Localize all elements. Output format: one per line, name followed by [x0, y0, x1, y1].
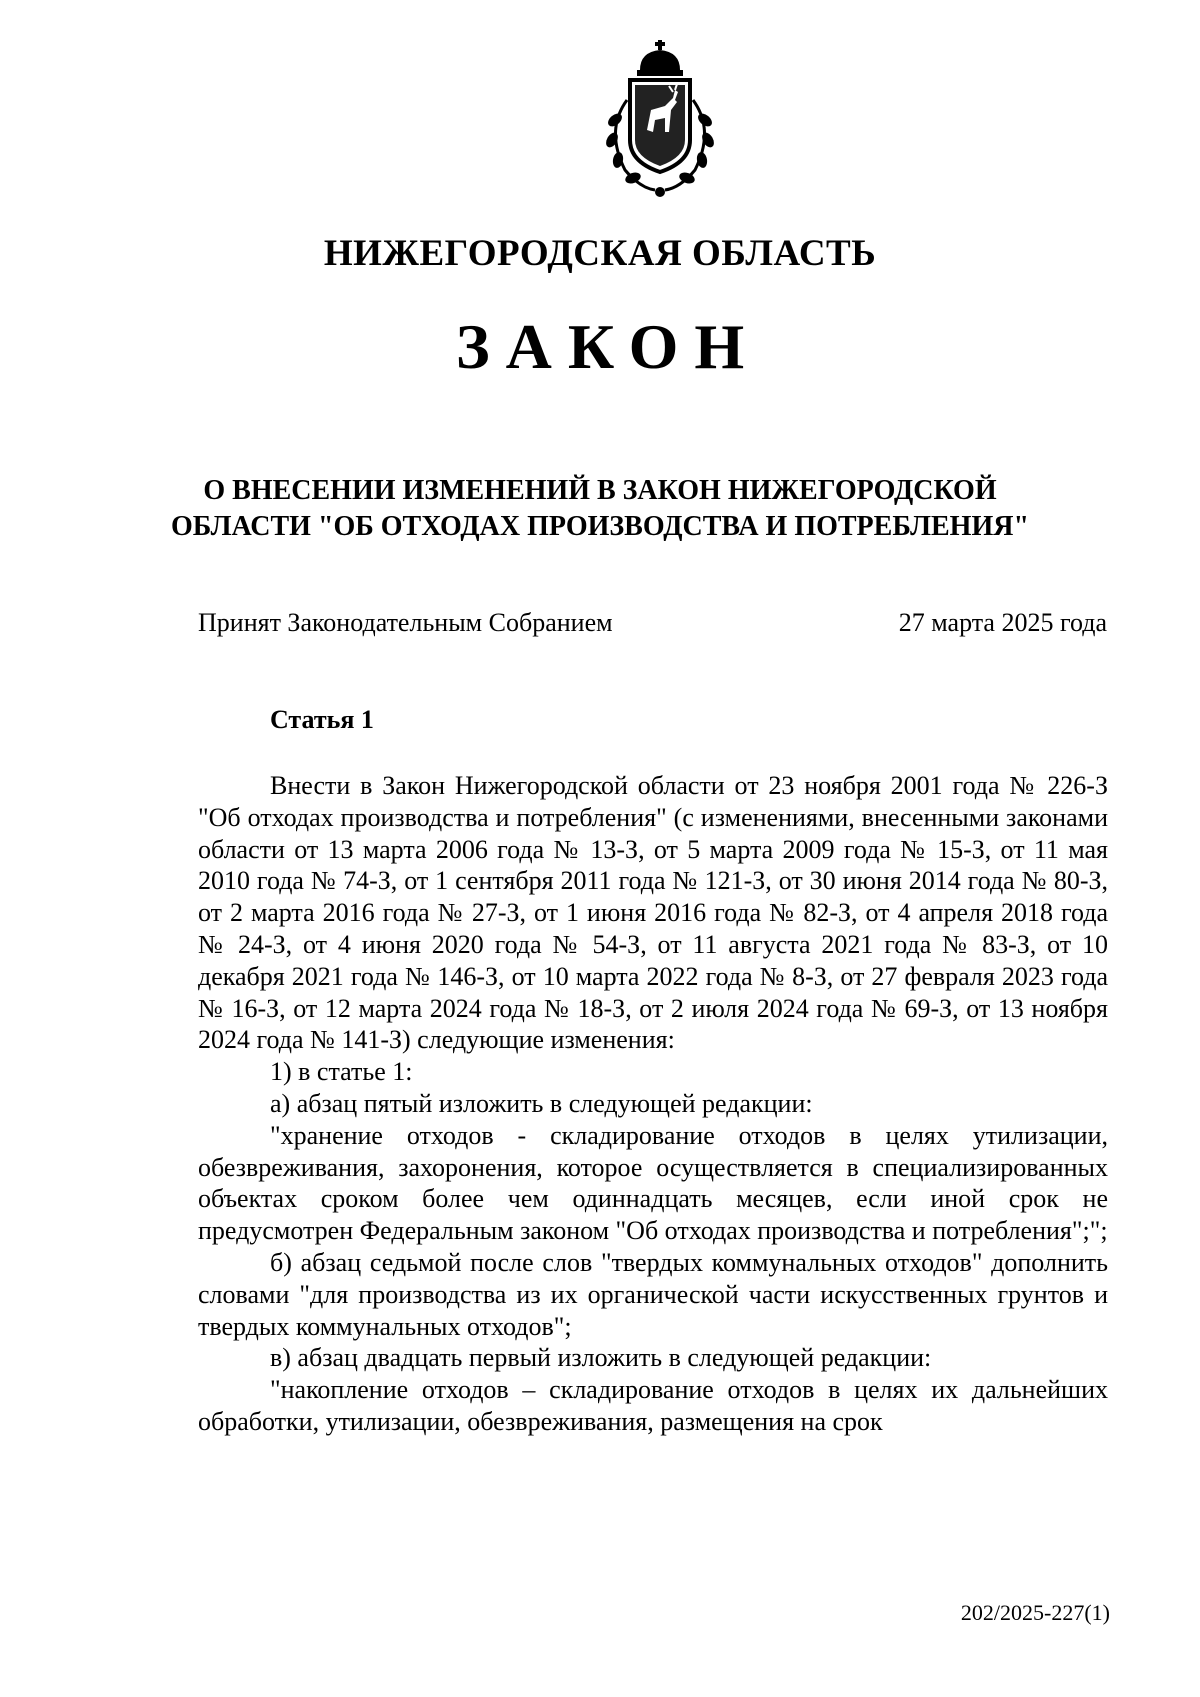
- adopted-by: Принят Законодательным Собранием: [198, 608, 613, 637]
- paragraph: Внести в Закон Нижегородской области от 23 ноября 2001 года № 226-З "Об отходах производства и потребления" (с изменениями, внесенными законами области от 13 марта 2006 года № 13-З, от 5 марта 2009 года № 15-З, от 11 мая 2010 года № 74-З, от 1 сентября 2011 года № 121-З, от 30 июня 2014 года № 80-З, от 2 марта 2016 года № 27-З, от 1 июня 2016 года № 82-З, от 4 апреля 2018 года № 24-З, от 4 июня 2020 года № 54-З, от 11 августа 2021 года № 83-З, от 10 декабря 2021 года № 146-З, от 10 марта 2022 года № 8-З, от 27 февраля 2023 года № 16-З, от 12 марта 2024 года № 18-З, от 2 июля 2024 года № 69-З, от 13 ноября 2024 года № 141-З) следующие изменения:: [198, 771, 1108, 1055]
- document-title: [150, 473, 1050, 545]
- article-body: [198, 770, 1108, 1438]
- title-line-1: О ВНЕСЕНИИ ИЗМЕНЕНИЙ В ЗАКОН НИЖЕГОРОДСКОЙ: [203, 475, 997, 506]
- adoption-date: 27 марта 2025 года: [898, 608, 1107, 637]
- paragraph: в) абзац двадцать первый изложить в следующей редакции:: [270, 1343, 932, 1373]
- coat-of-arms-icon: [585, 40, 735, 200]
- paragraph: а) абзац пятый изложить в следующей редакции:: [270, 1088, 813, 1118]
- paragraph: 1) в статье 1:: [270, 1057, 413, 1087]
- paragraph: "накопление отходов – складирование отходов в целях их дальнейших обработки, утилизации, обезвреживания, размещения на срок: [198, 1375, 1108, 1436]
- region-name: НИЖЕГОРОДСКАЯ ОБЛАСТЬ: [323, 233, 877, 274]
- adoption-line: [198, 608, 1107, 638]
- title-line-2: ОБЛАСТИ "ОБ ОТХОДАХ ПРОИЗВОДСТВА И ПОТРЕБЛЕНИЯ": [170, 511, 1030, 542]
- document-type: ЗАКОН: [455, 311, 761, 382]
- paragraph: б) абзац седьмой после слов "твердых коммунальных отходов" дополнить словами "для производства из их органической части искусственных грунтов и твердых коммунальных отходов";: [198, 1247, 1108, 1341]
- article-heading: Статья 1: [270, 705, 374, 734]
- paragraph: "хранение отходов - складирование отходов в целях утилизации, обезвреживания, захоронения, которое осуществляется в специализированных объектах сроком более чем одиннадцать месяцев, если иной срок не предусмотрен Федеральным законом "Об отходах производства и потребления";";: [198, 1120, 1108, 1246]
- document-code: 202/2025-227(1): [960, 1600, 1110, 1625]
